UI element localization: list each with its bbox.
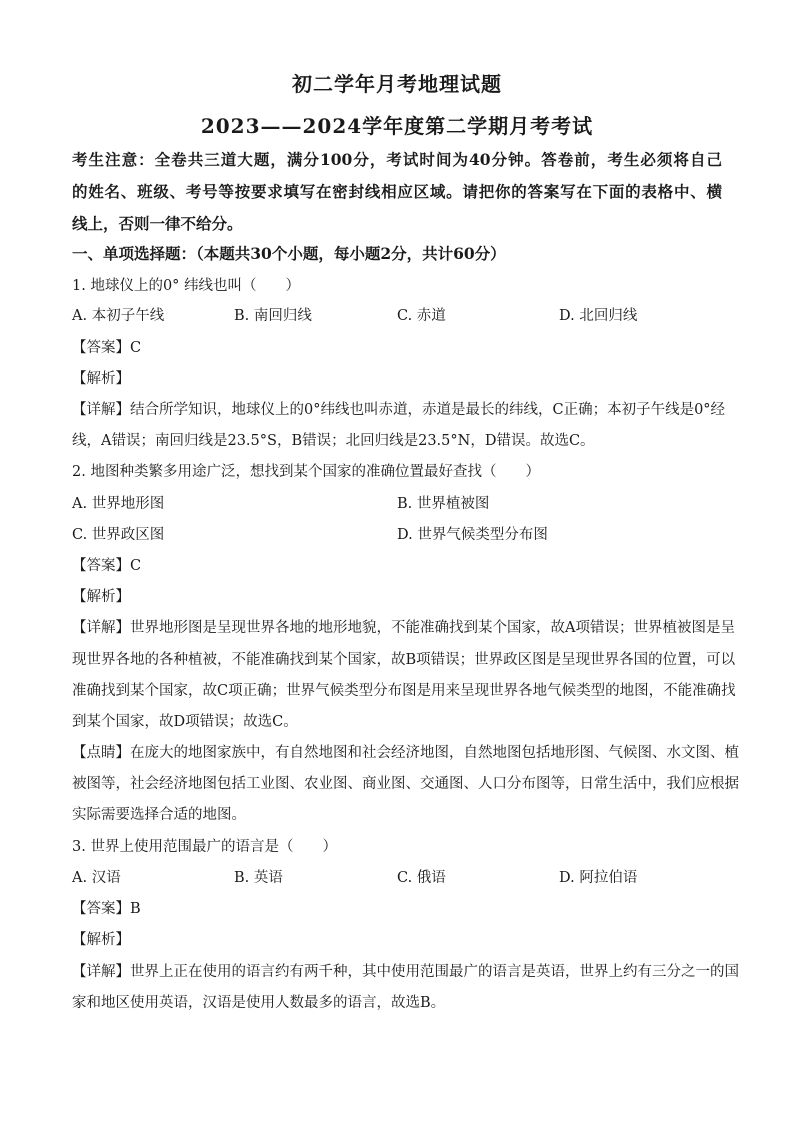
- q2-detail-2: 现世界各地的各种植被，不能准确找到某个国家，故B项错误；世界政区图是呈现世界各国的位置，可以: [72, 652, 736, 668]
- q2-answer: 【答案】C: [72, 558, 142, 574]
- page-title: 初二学年月考地理试题: [292, 72, 502, 96]
- q3-detail-2: 家和地区使用英语，汉语是使用人数最多的语言，故选B。: [72, 995, 446, 1011]
- q2-detail-4: 到某个国家，故D项错误；故选C。: [72, 714, 298, 730]
- q1-answer: 【答案】C: [72, 340, 142, 356]
- notice-line-1: 考生注意：全卷共三道大题，满分100分，考试时间为40分钟。答卷前，考生必须将自己: [72, 150, 722, 169]
- q3-detail-1: 【详解】世界上正在使用的语言约有两千种，其中使用范围最广的语言是英语，世界上约有三分之一的国: [72, 964, 739, 980]
- q2-stem: 2. 地图种类繁多用途广泛，想找到某个国家的准确位置最好查找（ ）: [72, 464, 540, 480]
- q1-option-c: C. 赤道: [397, 308, 446, 324]
- q3-option-c: C. 俄语: [397, 870, 446, 886]
- page-subtitle: 2023——2024学年度第二学期月考考试: [200, 114, 594, 138]
- q1-detail-1: 【详解】结合所学知识，地球仪上的0°纬线也叫赤道，赤道是最长的纬线，C正确；本初子午线是0°经: [72, 402, 726, 418]
- q2-comment-2: 被图等，社会经济地图包括工业图、农业图、商业图、交通图、人口分布图等，日常生活中，我们应根据: [72, 776, 739, 792]
- q1-option-a: A. 本初子午线: [72, 308, 165, 324]
- section-heading: 一、单项选择题：（本题共30个小题，每小题2分，共计60分）: [72, 244, 506, 263]
- q3-option-a: A. 汉语: [72, 870, 121, 886]
- q1-stem: 1. 地球仪上的0° 纬线也叫（ ）: [72, 278, 301, 294]
- q3-stem: 3. 世界上使用范围最广的语言是（ ）: [72, 839, 337, 855]
- q1-analysis: 【解析】: [72, 371, 130, 387]
- q1-detail-2: 线，A错误；南回归线是23.5°S，B错误；北回归线是23.5°N，D错误。故选C。: [72, 433, 595, 449]
- q2-option-c: C. 世界政区图: [72, 527, 165, 543]
- q3-option-d: D. 阿拉伯语: [559, 870, 638, 886]
- q3-analysis: 【解析】: [72, 932, 130, 948]
- q2-option-d: D. 世界气候类型分布图: [397, 527, 548, 543]
- q2-option-b: B. 世界植被图: [397, 496, 490, 512]
- q2-comment-1: 【点睛】在庞大的地图家族中，有自然地图和社会经济地图，自然地图包括地形图、气候图、水文图、植: [72, 745, 739, 761]
- q2-detail-3: 准确找到某个国家，故C项正确；世界气候类型分布图是用来呈现世界各地气候类型的地图，不能准确找: [72, 683, 736, 699]
- q2-detail-1: 【详解】世界地形图是呈现世界各地的地形地貌，不能准确找到某个国家，故A项错误；世界植被图是呈: [72, 620, 735, 636]
- q2-analysis: 【解析】: [72, 589, 130, 605]
- q1-option-d: D. 北回归线: [559, 308, 638, 324]
- q2-comment-3: 实际需要选择合适的地图。: [72, 807, 246, 823]
- q3-option-b: B. 英语: [234, 870, 283, 886]
- q2-option-a: A. 世界地形图: [72, 496, 165, 512]
- q1-option-b: B. 南回归线: [234, 308, 312, 324]
- notice-line-3: 线上，否则一律不给分。: [72, 214, 243, 233]
- notice-line-2: 的姓名、班级、考号等按要求填写在密封线相应区域。请把你的答案写在下面的表格中、横: [72, 182, 722, 201]
- q3-answer: 【答案】B: [72, 901, 141, 917]
